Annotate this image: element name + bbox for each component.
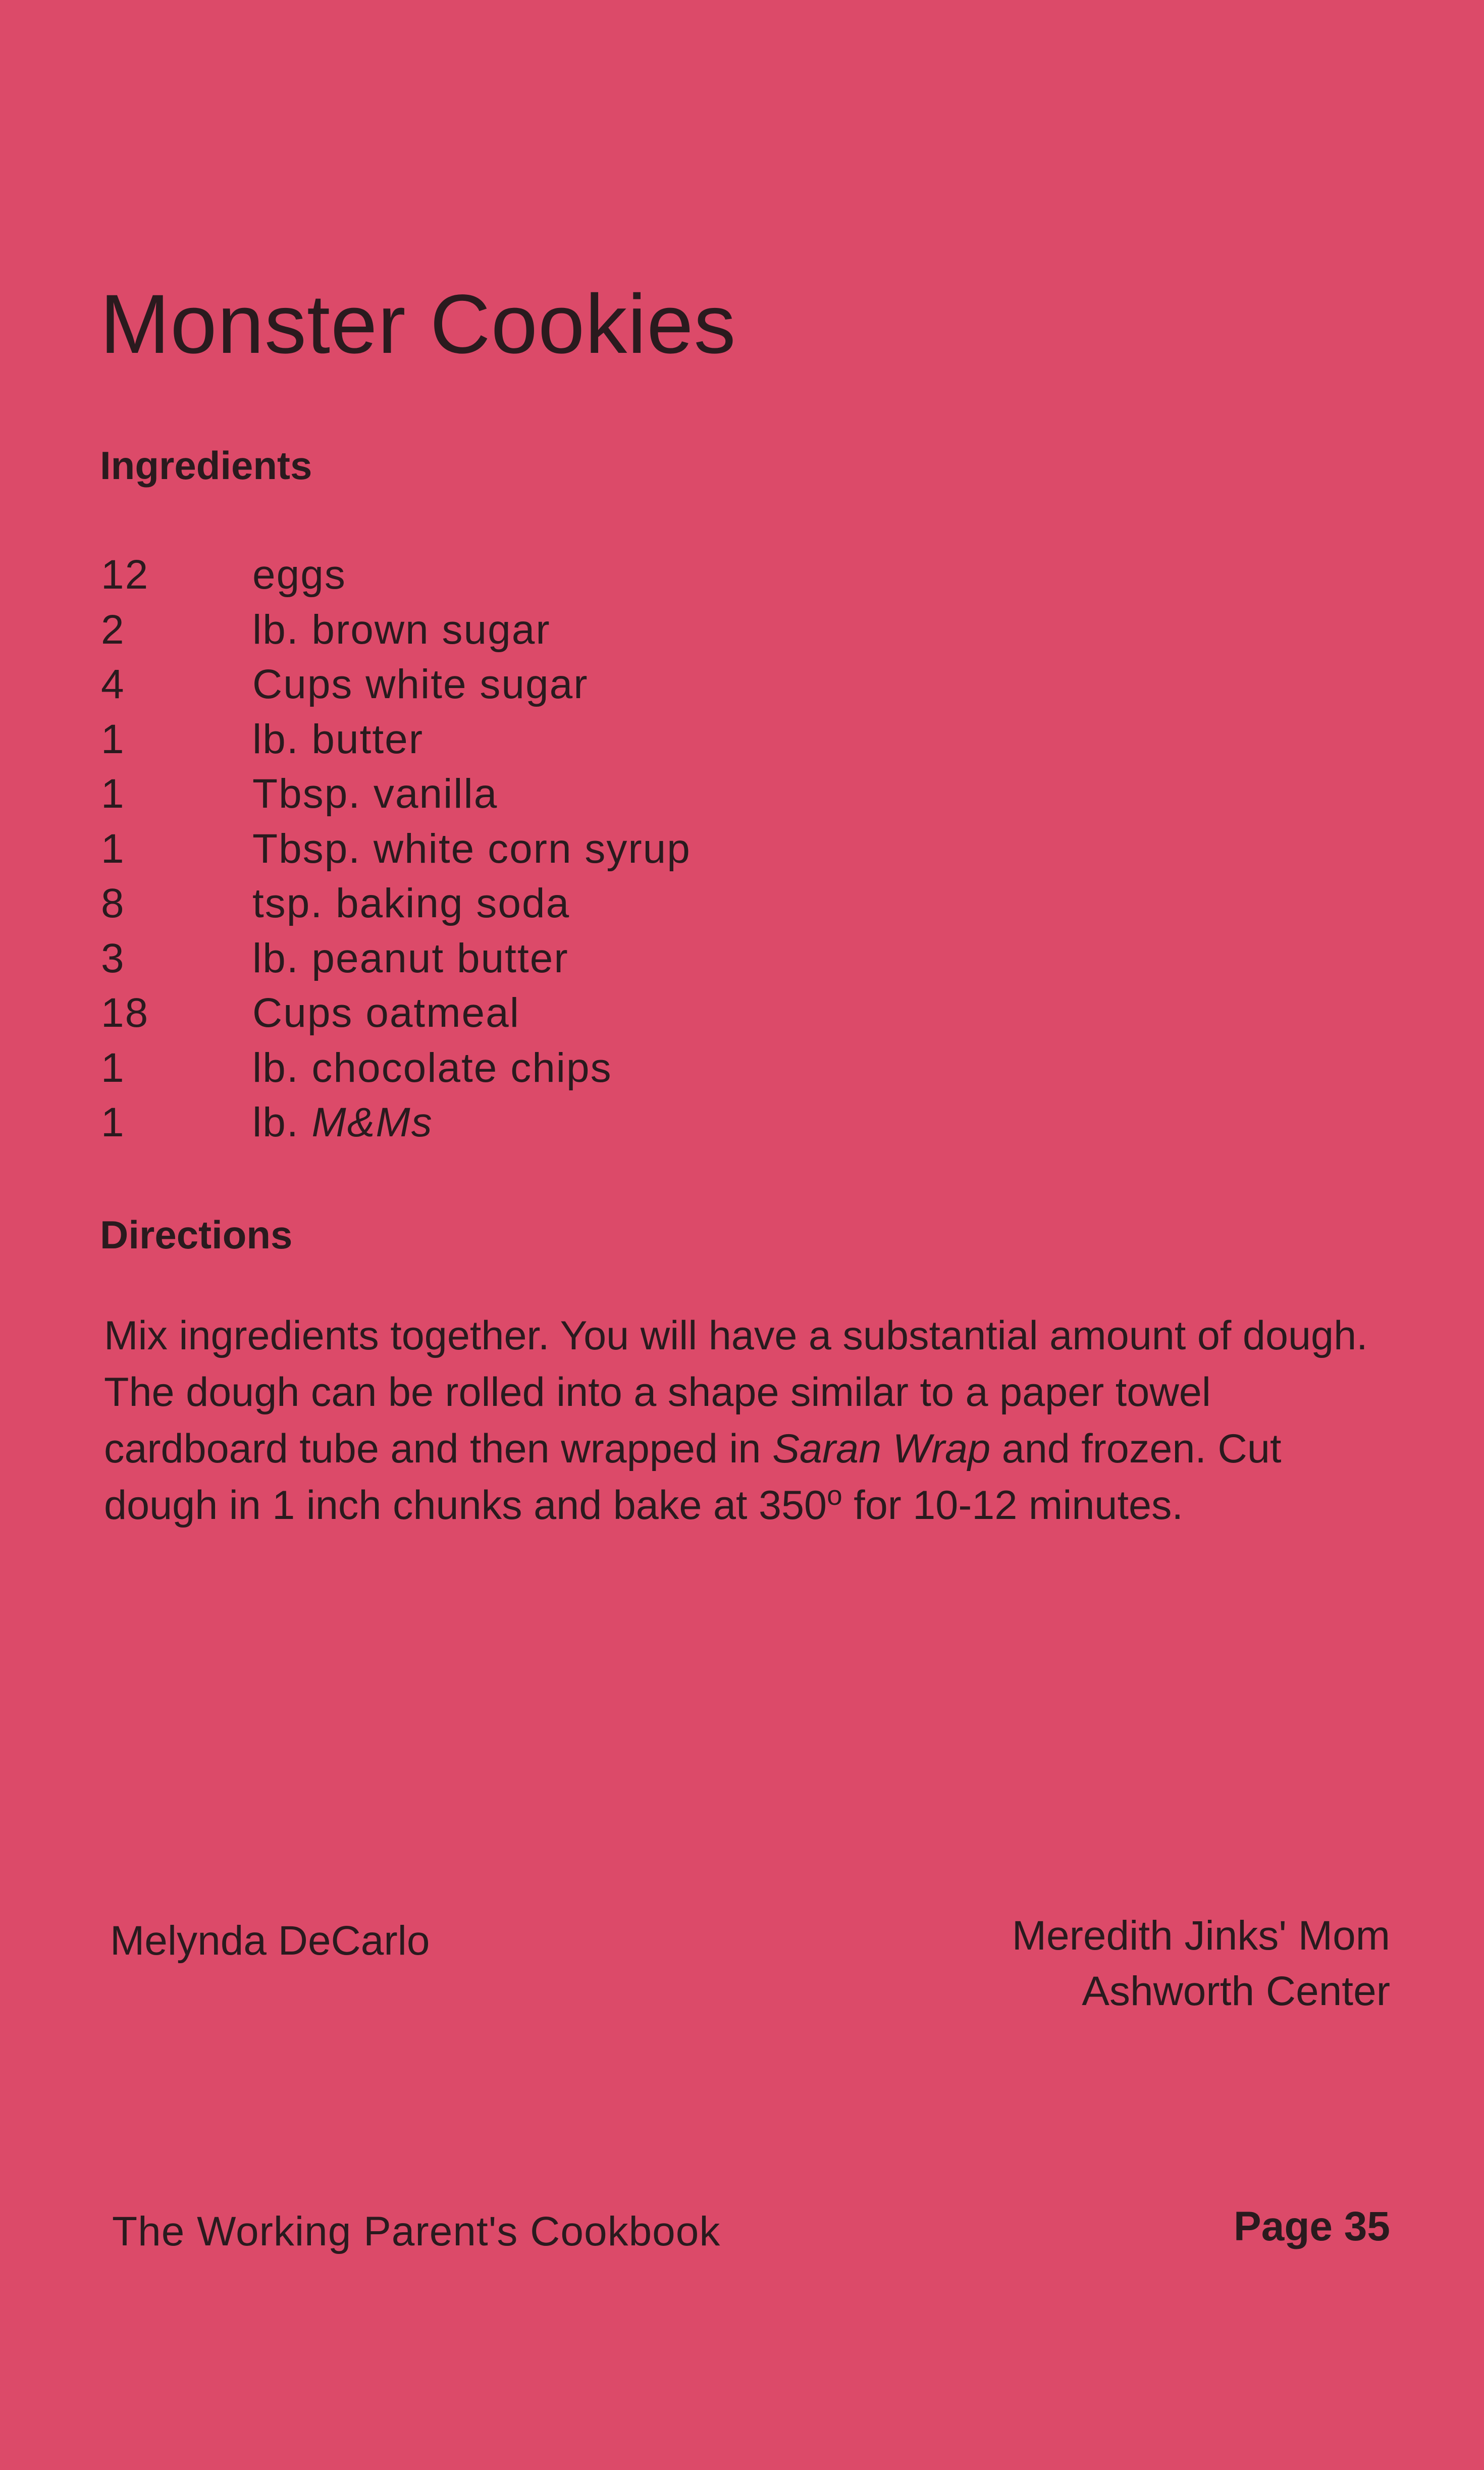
directions-part-2: and frozen. Cut dough in 1 inch chunks and bake at 350 (104, 1426, 1282, 1528)
ingredient-row (101, 712, 1312, 767)
ingredient-row (101, 548, 1312, 603)
ingredient-quantity: 1 (101, 716, 125, 762)
ingredient-row (101, 1041, 1312, 1096)
directions-part-1: Mix ingredients together. You will have a substantial amount of dough. The dough can be rolled into a shape similar to a paper towel cardboard tube and then wrapped in (104, 1313, 1368, 1472)
ingredient-row (101, 986, 1312, 1041)
degree-symbol: o (827, 1480, 842, 1511)
page-number: Page 35 (1234, 2203, 1390, 2249)
ingredient-name: lb. brown sugar (252, 606, 551, 653)
ingredient-brand: M&Ms (311, 1099, 433, 1146)
ingredient-name: lb. butter (252, 716, 424, 762)
ingredient-quantity: 1 (101, 825, 125, 872)
ingredient-name: eggs (252, 552, 346, 598)
contributor-location: Ashworth Center (1082, 1968, 1390, 2014)
contributor-relation: Meredith Jinks' Mom (1012, 1913, 1390, 1959)
ingredient-quantity: 4 (101, 661, 125, 708)
ingredient-name: lb. chocolate chips (252, 1044, 612, 1091)
ingredient-row (101, 603, 1312, 658)
ingredient-name: Tbsp. vanilla (252, 771, 498, 817)
ingredient-row (101, 822, 1312, 877)
ingredient-quantity: 1 (101, 1044, 125, 1091)
ingredient-name: Tbsp. white corn syrup (252, 825, 691, 872)
ingredient-name: Cups white sugar (252, 661, 589, 708)
ingredient-name (252, 1099, 433, 1146)
ingredients-heading: Ingredients (100, 443, 312, 488)
ingredient-list (101, 548, 1312, 1150)
book-title: The Working Parent's Cookbook (112, 2209, 721, 2254)
directions-text (104, 1307, 1396, 1534)
ingredient-name: lb. peanut butter (252, 935, 569, 981)
ingredient-name: tsp. baking soda (252, 880, 570, 927)
directions-part-3: for 10-12 minutes. (842, 1483, 1184, 1528)
directions-heading: Directions (100, 1213, 293, 1257)
ingredient-row (101, 657, 1312, 712)
directions-product-name: Saran Wrap (772, 1426, 991, 1472)
ingredient-unit: lb. (252, 1099, 299, 1146)
ingredient-row (101, 876, 1312, 931)
ingredient-row (101, 931, 1312, 986)
ingredient-quantity: 1 (101, 771, 125, 817)
contributor-details (1012, 1908, 1390, 2019)
ingredient-row (101, 1095, 1312, 1150)
ingredient-quantity: 2 (101, 606, 125, 653)
ingredient-quantity: 12 (101, 552, 149, 598)
ingredient-name: Cups oatmeal (252, 990, 520, 1036)
ingredient-quantity: 18 (101, 990, 149, 1036)
ingredient-row (101, 767, 1312, 822)
ingredient-quantity: 3 (101, 935, 125, 981)
ingredient-quantity: 8 (101, 880, 125, 927)
ingredient-quantity: 1 (101, 1099, 125, 1146)
contributor-name: Melynda DeCarlo (110, 1918, 430, 1964)
recipe-title: Monster Cookies (100, 278, 736, 371)
